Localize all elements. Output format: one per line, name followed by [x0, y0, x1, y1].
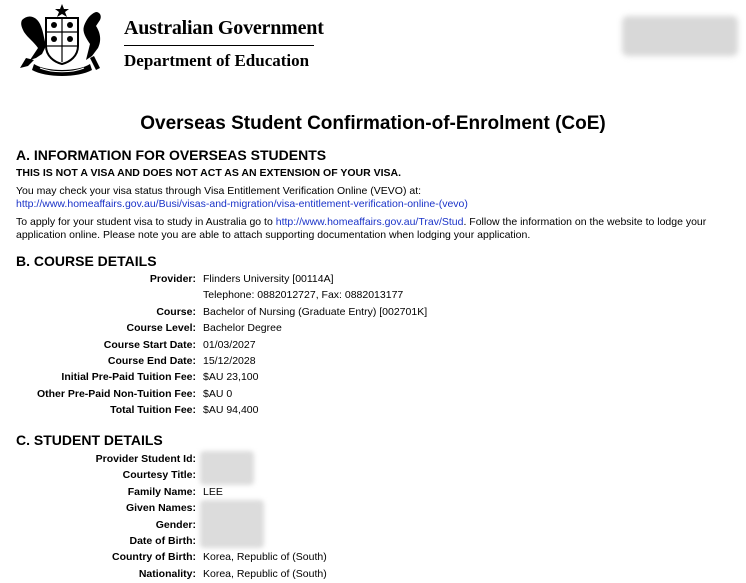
- detail-label: Course Level:: [126, 322, 196, 335]
- detail-label: Given Names:: [125, 502, 196, 515]
- visa-warning: THIS IS NOT A VISA AND DOES NOT ACT AS AN EXTENSION OF YOUR VISA.: [16, 167, 402, 179]
- detail-row-start-date: [0, 337, 746, 353]
- detail-value: $AU 0: [203, 387, 233, 400]
- apply-text: To apply for your student visa to study in Australia go to: [16, 216, 273, 228]
- detail-row-gender: [0, 517, 746, 533]
- section-b-title: B. COURSE DETAILS: [16, 253, 157, 269]
- detail-row-course-level: [0, 320, 746, 336]
- detail-row-courtesy-title: [0, 467, 746, 483]
- apply-text-note: application online. Please note you are able to attach supporting documentation when lodging your application.: [16, 229, 531, 241]
- detail-label: Family Name:: [127, 485, 196, 498]
- detail-value: Bachelor of Nursing (Graduate Entry) [002701K]: [203, 305, 428, 318]
- detail-row-end-date: [0, 353, 746, 369]
- detail-value: 15/12/2028: [203, 354, 256, 367]
- document-title: Overseas Student Confirmation-of-Enrolment (CoE): [140, 113, 606, 134]
- vevo-link[interactable]: http://www.homeaffairs.gov.au/Busi/visas-and-migration/visa-entitlement-verification-online-(vevo): [16, 198, 468, 210]
- redacted-area: [200, 451, 254, 485]
- government-name: Australian Government: [124, 17, 324, 39]
- detail-label: Course End Date:: [107, 354, 196, 367]
- page-header: [0, 0, 746, 80]
- detail-label: Provider:: [149, 273, 196, 285]
- detail-row-telephone: [0, 287, 746, 303]
- detail-row-date-of-birth: [0, 533, 746, 549]
- detail-label: Initial Pre-Paid Tuition Fee:: [61, 371, 196, 384]
- detail-value: Telephone: 0882012727, Fax: 0882013177: [203, 289, 404, 302]
- detail-label: Other Pre-Paid Non-Tuition Fee:: [36, 387, 196, 400]
- vevo-paragraph: [16, 185, 736, 211]
- detail-label: Course:: [156, 305, 196, 318]
- detail-row-total-fee: [0, 402, 746, 418]
- government-wordmark: [124, 14, 324, 72]
- detail-row-non-tuition-fee: [0, 386, 746, 402]
- detail-label: Gender:: [155, 518, 196, 531]
- detail-row-initial-fee: [0, 369, 746, 385]
- detail-value: Korea, Republic of (South): [203, 551, 327, 564]
- student-visa-link[interactable]: http://www.homeaffairs.gov.au/Trav/Stud: [275, 216, 464, 228]
- coat-of-arms-icon: [16, 2, 108, 78]
- detail-row-given-names: [0, 500, 746, 516]
- redacted-area: [200, 500, 264, 548]
- detail-value: $AU 94,400: [203, 404, 259, 417]
- detail-label: Date of Birth:: [129, 534, 196, 547]
- section-a-title: A. INFORMATION FOR OVERSEAS STUDENTS: [16, 147, 327, 163]
- vevo-text: You may check your visa status through Visa Entitlement Verification Online (VEVO) at:: [16, 185, 422, 197]
- student-details: [0, 451, 746, 582]
- detail-label: Course Start Date:: [103, 338, 196, 351]
- department-name: Department of Education: [124, 51, 310, 70]
- detail-label: Provider Student Id:: [95, 453, 196, 465]
- detail-row-family-name: [0, 484, 746, 500]
- apply-text-continued: . Follow the information on the website to lodge your: [463, 216, 707, 228]
- wordmark-divider: [124, 45, 314, 46]
- detail-label: Nationality:: [138, 567, 196, 580]
- detail-label: Country of Birth:: [112, 551, 196, 564]
- detail-value: 01/03/2027: [203, 338, 256, 351]
- redacted-area: [622, 16, 738, 56]
- detail-value: Korea, Republic of (South): [203, 567, 327, 580]
- detail-value: LEE: [203, 485, 223, 498]
- detail-value: Bachelor Degree: [203, 322, 282, 335]
- detail-value: Flinders University [00114A]: [203, 273, 334, 285]
- detail-row-nationality: [0, 566, 746, 582]
- course-details: [0, 271, 746, 419]
- section-c-title: C. STUDENT DETAILS: [16, 432, 163, 448]
- detail-label: Courtesy Title:: [122, 469, 196, 482]
- detail-value: $AU 23,100: [203, 371, 259, 384]
- detail-row-course: [0, 304, 746, 320]
- detail-row-provider: [0, 271, 746, 287]
- detail-row-student-id: [0, 451, 746, 467]
- apply-paragraph: [16, 216, 736, 242]
- detail-label: Total Tuition Fee:: [110, 404, 196, 417]
- detail-row-country-of-birth: [0, 549, 746, 565]
